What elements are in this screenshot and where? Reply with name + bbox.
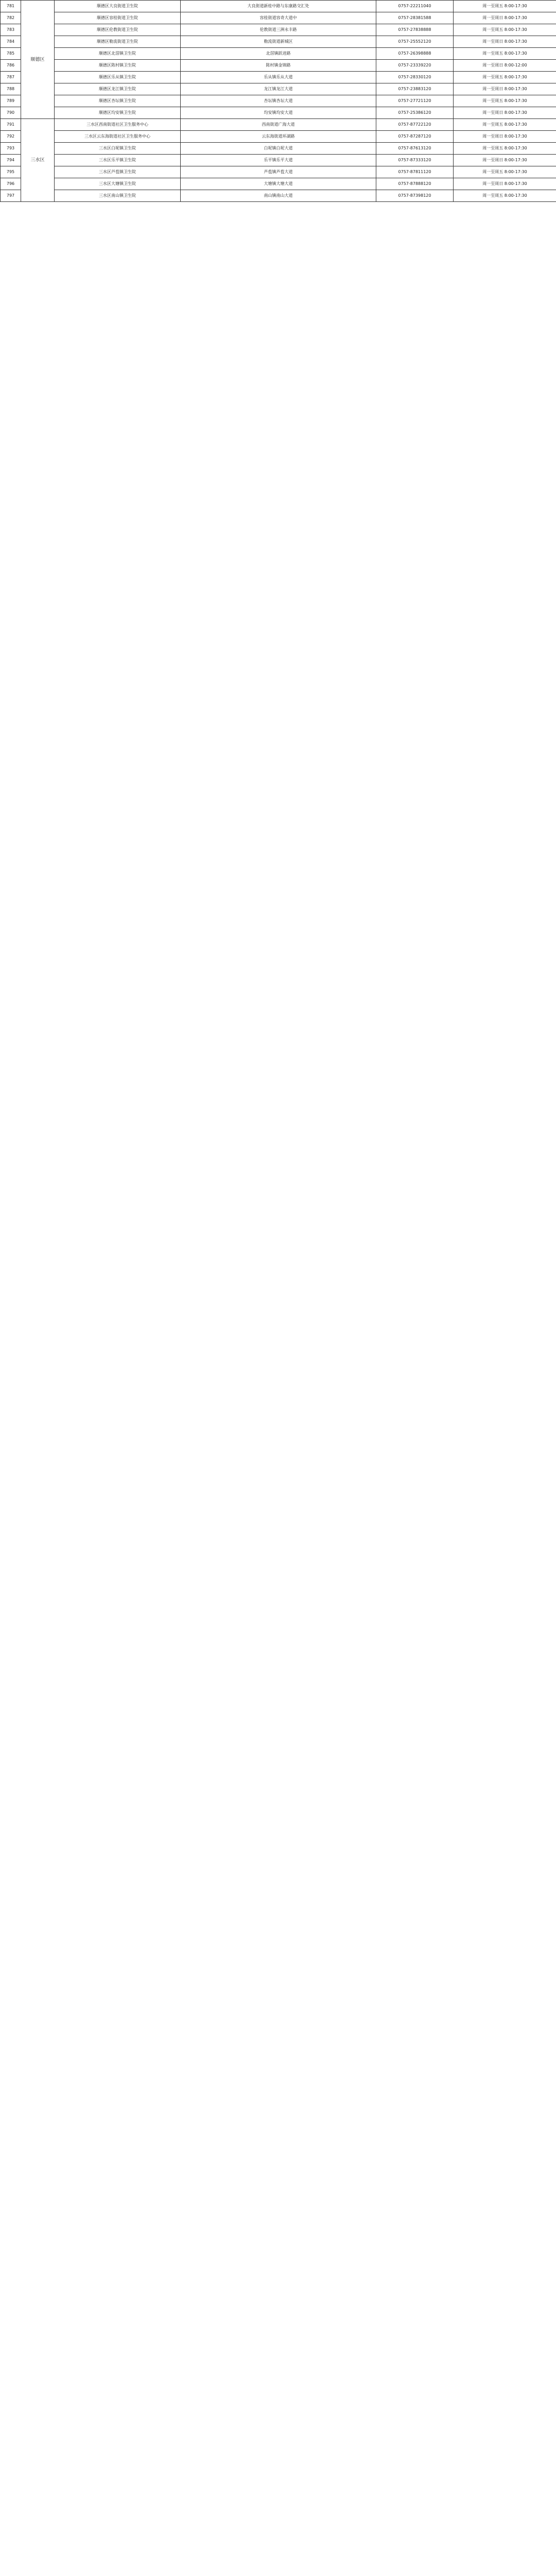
facility-phone: 0757-26398888 xyxy=(376,48,454,60)
facility-address: 陈村镇金锦路 xyxy=(181,60,376,72)
facility-address: 大塘镇大塘大道 xyxy=(181,178,376,190)
facility-address: 白坭镇白坭大道 xyxy=(181,143,376,155)
row-number: 783 xyxy=(1,24,21,36)
facility-phone: 0757-28330120 xyxy=(376,72,454,83)
facility-hours: 周一至周日 8:00-17:30 xyxy=(454,131,556,143)
table-row xyxy=(1,12,556,24)
table-row xyxy=(1,178,556,190)
row-number: 786 xyxy=(1,60,21,72)
facility-phone: 0757-87613120 xyxy=(376,143,454,155)
facility-name: 顺德区陈村镇卫生院 xyxy=(55,60,181,72)
facility-address: 西南街道广海大道 xyxy=(181,119,376,131)
facility-address: 芦苞镇芦苞大道 xyxy=(181,166,376,178)
facility-address: 南山镇南山大道 xyxy=(181,190,376,202)
row-number: 789 xyxy=(1,95,21,107)
facility-address: 容桂街道容奇大道中 xyxy=(181,12,376,24)
facility-phone: 0757-22211040 xyxy=(376,1,454,12)
facility-hours: 周一至周五 8:00-17:30 xyxy=(454,166,556,178)
facility-phone: 0757-25386120 xyxy=(376,107,454,119)
table-row xyxy=(1,107,556,119)
row-number: 795 xyxy=(1,166,21,178)
table-row xyxy=(1,166,556,178)
table-row xyxy=(1,1,556,12)
table-row xyxy=(1,155,556,166)
facility-phone: 0757-87333120 xyxy=(376,155,454,166)
table-row xyxy=(1,119,556,131)
region-cell: 顺德区 xyxy=(21,1,55,119)
table-row xyxy=(1,190,556,202)
facility-name: 顺德区杏坛镇卫生院 xyxy=(55,95,181,107)
table-row xyxy=(1,60,556,72)
clinic-table xyxy=(0,0,556,202)
facility-hours: 周一至周日 8:00-17:30 xyxy=(454,107,556,119)
facility-address: 大良街道新桂中路与东康路交汇处 xyxy=(181,1,376,12)
table-row xyxy=(1,24,556,36)
facility-hours: 周一至周五 8:00-17:30 xyxy=(454,119,556,131)
facility-address: 杏坛镇杏坛大道 xyxy=(181,95,376,107)
facility-address: 云东海街道环湖路 xyxy=(181,131,376,143)
facility-hours: 周一至周日 8:00-17:30 xyxy=(454,155,556,166)
table-row xyxy=(1,48,556,60)
facility-phone: 0757-28381588 xyxy=(376,12,454,24)
row-number: 784 xyxy=(1,36,21,48)
facility-name: 三水区乐平镇卫生院 xyxy=(55,155,181,166)
facility-hours: 周一至周五 8:00-17:30 xyxy=(454,143,556,155)
facility-name: 三水区白坭镇卫生院 xyxy=(55,143,181,155)
facility-hours: 周一至周五 8:00-17:30 xyxy=(454,1,556,12)
region-cell: 三水区 xyxy=(21,119,55,202)
table-row xyxy=(1,143,556,155)
facility-name: 三水区云东海街道社区卫生服务中心 xyxy=(55,131,181,143)
row-number: 793 xyxy=(1,143,21,155)
facility-hours: 周一至周日 8:00-17:30 xyxy=(454,83,556,95)
table-row xyxy=(1,36,556,48)
facility-phone: 0757-23883120 xyxy=(376,83,454,95)
facility-phone: 0757-87398120 xyxy=(376,190,454,202)
row-number: 791 xyxy=(1,119,21,131)
facility-name: 三水区大塘镇卫生院 xyxy=(55,178,181,190)
facility-hours: 周一至周五 8:00-17:30 xyxy=(454,48,556,60)
facility-hours: 周一至周日 8:00-17:30 xyxy=(454,178,556,190)
facility-phone: 0757-27721120 xyxy=(376,95,454,107)
facility-phone: 0757-27838888 xyxy=(376,24,454,36)
facility-name: 顺德区乐从镇卫生院 xyxy=(55,72,181,83)
facility-phone: 0757-25552120 xyxy=(376,36,454,48)
facility-name: 三水区西南街道社区卫生服务中心 xyxy=(55,119,181,131)
row-number: 797 xyxy=(1,190,21,202)
facility-phone: 0757-87722120 xyxy=(376,119,454,131)
row-number: 782 xyxy=(1,12,21,24)
facility-address: 北滘镇跃进路 xyxy=(181,48,376,60)
facility-name: 三水区芦苞镇卫生院 xyxy=(55,166,181,178)
facility-hours: 周一至周日 8:00-17:30 xyxy=(454,12,556,24)
row-number: 788 xyxy=(1,83,21,95)
facility-phone: 0757-23339220 xyxy=(376,60,454,72)
facility-hours: 周一至周日 8:00-17:30 xyxy=(454,36,556,48)
facility-name: 顺德区北滘镇卫生院 xyxy=(55,48,181,60)
table-body xyxy=(1,1,556,202)
facility-phone: 0757-87888120 xyxy=(376,178,454,190)
facility-name: 三水区南山镇卫生院 xyxy=(55,190,181,202)
facility-name: 顺德区龙江镇卫生院 xyxy=(55,83,181,95)
facility-address: 均安镇均安大道 xyxy=(181,107,376,119)
facility-address: 勒流街道新城区 xyxy=(181,36,376,48)
row-number: 785 xyxy=(1,48,21,60)
table-row xyxy=(1,83,556,95)
facility-hours: 周一至周五 8:00-17:30 xyxy=(454,95,556,107)
facility-phone: 0757-87811120 xyxy=(376,166,454,178)
table-row xyxy=(1,95,556,107)
facility-hours: 周一至周五 8:00-17:30 xyxy=(454,190,556,202)
facility-address: 龙江镇龙江大道 xyxy=(181,83,376,95)
table-row xyxy=(1,72,556,83)
facility-hours: 周一至周日 8:00-12:00 xyxy=(454,60,556,72)
facility-hours: 周一至周五 8:00-17:30 xyxy=(454,72,556,83)
facility-name: 顺德区均安镇卫生院 xyxy=(55,107,181,119)
facility-name: 顺德区伦教街道卫生院 xyxy=(55,24,181,36)
facility-address: 伦教街道三洲永丰路 xyxy=(181,24,376,36)
row-number: 781 xyxy=(1,1,21,12)
row-number: 790 xyxy=(1,107,21,119)
row-number: 796 xyxy=(1,178,21,190)
table-row xyxy=(1,131,556,143)
facility-address: 乐平镇乐平大道 xyxy=(181,155,376,166)
row-number: 792 xyxy=(1,131,21,143)
facility-name: 顺德区大良街道卫生院 xyxy=(55,1,181,12)
row-number: 787 xyxy=(1,72,21,83)
facility-hours: 周一至周五 8:00-17:30 xyxy=(454,24,556,36)
facility-name: 顺德区勒流街道卫生院 xyxy=(55,36,181,48)
facility-address: 乐从镇乐从大道 xyxy=(181,72,376,83)
row-number: 794 xyxy=(1,155,21,166)
facility-name: 顺德区容桂街道卫生院 xyxy=(55,12,181,24)
facility-phone: 0757-87287120 xyxy=(376,131,454,143)
